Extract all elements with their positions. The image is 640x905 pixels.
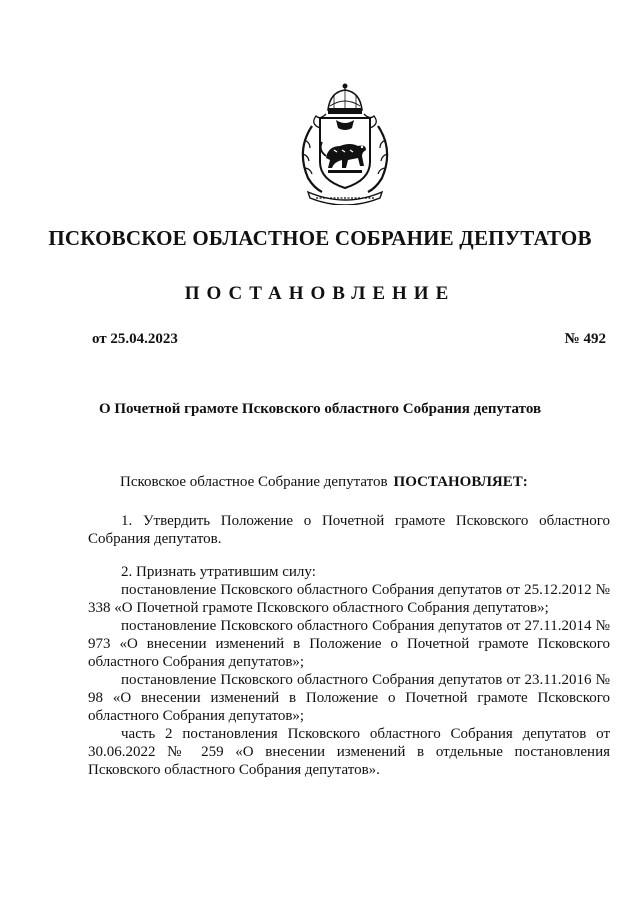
item-2 bbox=[88, 563, 610, 779]
document-type-title: ПОСТАНОВЛЕНИЕ bbox=[184, 283, 456, 304]
item-2-entry: постановление Псковского областного Собрания депутатов от 27.11.2014 № 973 «О внесении изменений в Положение о Почетной грамоте Псковского областного Собрания депутатов»; bbox=[88, 618, 610, 670]
organization-title: ПСКОВСКОЕ ОБЛАСТНОЕ СОБРАНИЕ ДЕПУТАТОВ bbox=[48, 226, 592, 250]
document-subject: О Почетной грамоте Псковского областного Собрания депутатов bbox=[98, 401, 542, 417]
item-1: 1. Утвердить Положение о Почетной грамоте Псковского областного Собрания депутатов. bbox=[88, 513, 610, 547]
preamble bbox=[120, 474, 528, 491]
pskov-region-coat-of-arms-icon bbox=[290, 80, 400, 205]
item-2-intro: 2. Признать утратившим силу: bbox=[121, 564, 316, 580]
preamble-text: Псковское областное Собрание депутатов bbox=[120, 474, 388, 490]
preamble-keyword: ПОСТАНОВЛЯЕТ: bbox=[393, 474, 528, 490]
item-2-entry: часть 2 постановления Псковского областного Собрания депутатов от 30.06.2022 № 259 «О внесении изменений в отдельные постановления Псковского областного Собрания депутатов». bbox=[88, 726, 610, 778]
document-number: № 492 bbox=[564, 331, 606, 347]
item-2-entry: постановление Псковского областного Собрания депутатов от 25.12.2012 № 338 «О Почетной грамоте Псковского областного Собрания депутатов»; bbox=[88, 582, 610, 616]
document-date: от 25.04.2023 bbox=[92, 331, 178, 347]
item-2-entry: постановление Псковского областного Собрания депутатов от 23.11.2016 № 98 «О внесении изменений в Положение о Почетной грамоте Псковского областного Собрания депутатов»; bbox=[88, 672, 610, 724]
